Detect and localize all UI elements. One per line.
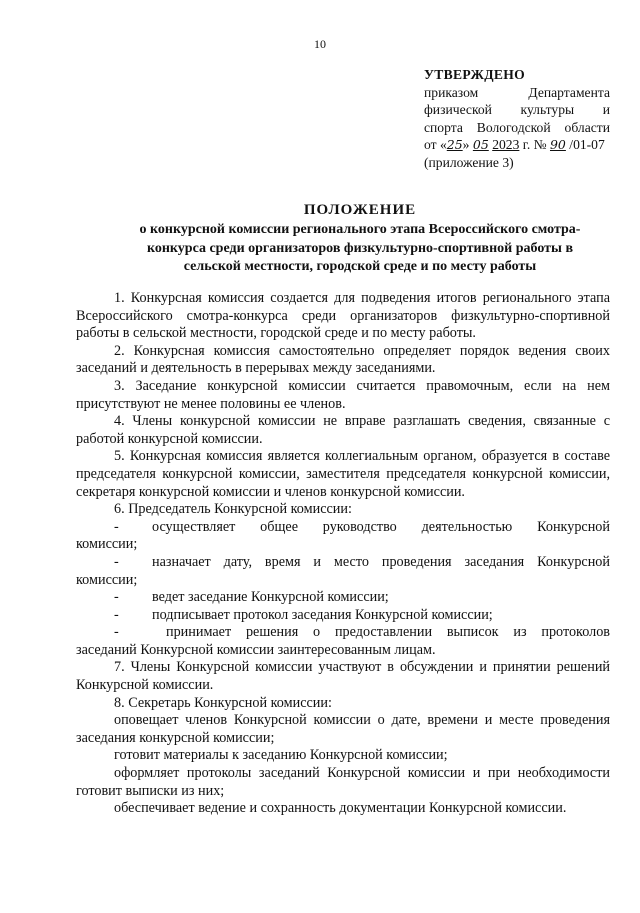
chair-duty-2-text: назначает дату, время и место проведения заседания Конкурсной	[152, 553, 610, 570]
chair-duty-4	[76, 607, 610, 625]
page-number: 10	[314, 37, 326, 51]
paragraph-1: 1. Конкурсная комиссия создается для подведения итогов регионального этапа Всероссийского смотра-конкурса среди организаторов физкультурно-спортивной работы в сельской местности, городской среде и по месту работы.	[76, 290, 610, 342]
date-year: 2023	[492, 137, 520, 152]
dash-marker: -	[114, 589, 119, 606]
secretary-duty-1: оповещает членов Конкурсной комиссии о дате, времени и месте проведения заседания конкурсной комиссии;	[76, 712, 610, 746]
chair-duty-2-cont: комиссии;	[76, 571, 138, 588]
paragraph-7: 7. Члены Конкурсной комиссии участвуют в обсуждении и принятии решений Конкурсной комиссии.	[76, 659, 610, 694]
chair-duty-1	[76, 519, 610, 537]
chair-duty-5-cont: заседаний Конкурсной комиссии заинтересованным лицам.	[76, 641, 436, 658]
secretary-duty-2: готовит материалы к заседанию Конкурсной комиссии;	[114, 747, 448, 764]
approval-block	[424, 66, 610, 171]
approval-title: УТВЕРЖДЕНО	[424, 67, 526, 82]
chair-duty-2	[76, 554, 610, 572]
chair-duty-4-text: подписывает протокол заседания Конкурсной комиссии;	[152, 606, 493, 623]
dash-marker: -	[114, 553, 119, 570]
dash-marker: -	[114, 606, 119, 623]
chair-duty-1-text: осуществляет общее руководство деятельностью Конкурсной	[152, 518, 610, 535]
chair-duty-5-text: принимает решения о предоставлении выписок из протоколов	[166, 624, 610, 641]
approval-date-line	[424, 136, 610, 154]
subtitle-line-1: о конкурсной комиссии регионального этапа Всероссийского смотра-	[139, 222, 581, 237]
paragraph-3: 3. Заседание конкурсной комиссии считается правомочным, если на нем присутствуют не менее половины ее членов.	[76, 377, 610, 412]
paragraph-5: 5. Конкурсная комиссия является коллегиальным органом, образуется в составе председателя конкурсной комиссии, заместителя председателя конкурсной комиссии, секретаря конкурсной комиссии и членов конкурсной комиссии.	[76, 448, 610, 500]
date-mid-3: г. №	[519, 137, 550, 152]
secretary-duty-3: оформляет протоколы заседаний Конкурсной комиссии и при необходимости готовит выписки из них;	[76, 765, 610, 799]
chair-duty-1-cont: комиссии;	[76, 536, 138, 553]
paragraph-6: 6. Председатель Конкурсной комиссии:	[114, 501, 352, 518]
paragraph-2: 2. Конкурсная комиссия самостоятельно определяет порядок ведения своих заседаний и деятельность в перерывах между заседаниями.	[76, 342, 610, 377]
document-heading: ПОЛОЖЕНИЕ	[303, 202, 417, 218]
subtitle-line-2: конкурса среди организаторов физкультурно-спортивной работы в	[146, 240, 574, 256]
date-prefix: от «	[424, 137, 447, 152]
approval-appendix: (приложение 3)	[424, 154, 514, 170]
paragraph-8: 8. Секретарь Конкурсной комиссии:	[114, 694, 332, 711]
secretary-duty-4: обеспечивает ведение и сохранность документации Конкурсной комиссии.	[114, 800, 567, 817]
subtitle-line-3: сельской местности, городской среде и по месту работы	[183, 259, 537, 274]
dash-marker: -	[114, 624, 119, 641]
chair-duty-3	[76, 589, 610, 607]
date-month: 05	[472, 137, 489, 152]
paragraph-4: 4. Члены конкурсной комиссии не вправе разглашать сведения, связанные с работой конкурсной комиссии.	[76, 413, 610, 447]
document-body	[76, 290, 610, 818]
order-number: 90	[549, 137, 566, 152]
dash-marker: -	[114, 518, 119, 535]
chair-duty-3-text: ведет заседание Конкурсной комиссии;	[152, 589, 389, 606]
date-day: 25	[446, 137, 463, 152]
approval-line-1: приказом Департамента	[424, 84, 610, 100]
date-mid-1: »	[462, 137, 473, 152]
document-subtitle	[100, 221, 620, 277]
order-suffix: /01-07	[565, 137, 605, 152]
chair-duty-5	[76, 624, 610, 642]
approval-line-2: физической культуры и	[424, 102, 610, 117]
approval-line-3: спорта Вологодской области	[424, 119, 610, 135]
